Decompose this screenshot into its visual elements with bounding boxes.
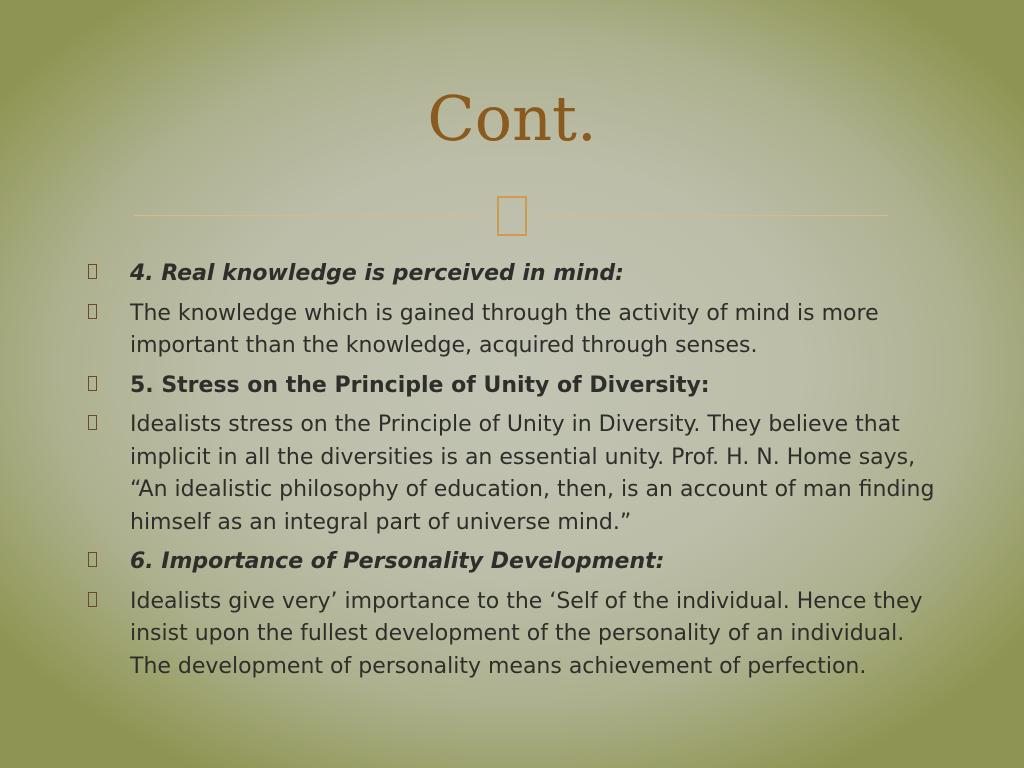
- list-item-text: Idealists give very’ importance to the ‘Self of the individual. Hence they insist upon the fullest development of the personality of an individual. The development of personality means achievement of perfection.: [130, 588, 923, 679]
- square-outline-icon: [497, 196, 527, 236]
- list-item-text: 6. Importance of Personality Development:: [130, 549, 665, 574]
- title-divider-left: [134, 215, 476, 216]
- list-item: [88, 409, 938, 539]
- slide-title: Cont.: [427, 82, 597, 155]
- list-item: [88, 258, 938, 291]
- list-item: [88, 586, 938, 684]
- title-divider-right: [548, 215, 888, 216]
- bullet-icon: [88, 264, 97, 279]
- list-item-text: The knowledge which is gained through the activity of mind is more important than the knowledge, acquired through senses.: [130, 300, 879, 358]
- bullet-icon: [88, 304, 97, 319]
- list-item: [88, 546, 938, 579]
- bullet-list: [88, 258, 938, 690]
- bullet-icon: [88, 415, 97, 430]
- list-item: [88, 370, 938, 403]
- list-item-text: 4. Real knowledge is perceived in mind:: [130, 261, 624, 286]
- list-item-text: 5. Stress on the Principle of Unity of Diversity:: [130, 372, 710, 398]
- bullet-icon: [88, 552, 97, 567]
- bullet-icon: [88, 592, 97, 607]
- list-item-text: Idealists stress on the Principle of Unity in Diversity. They believe that implicit in all the diversities is an essential unity. Prof. H. N. Home says, “An idealistic philosophy of education, then, is an account of man finding himself as an integral part of universe mind.”: [130, 412, 935, 535]
- bullet-icon: [88, 376, 97, 391]
- list-item: [88, 298, 938, 363]
